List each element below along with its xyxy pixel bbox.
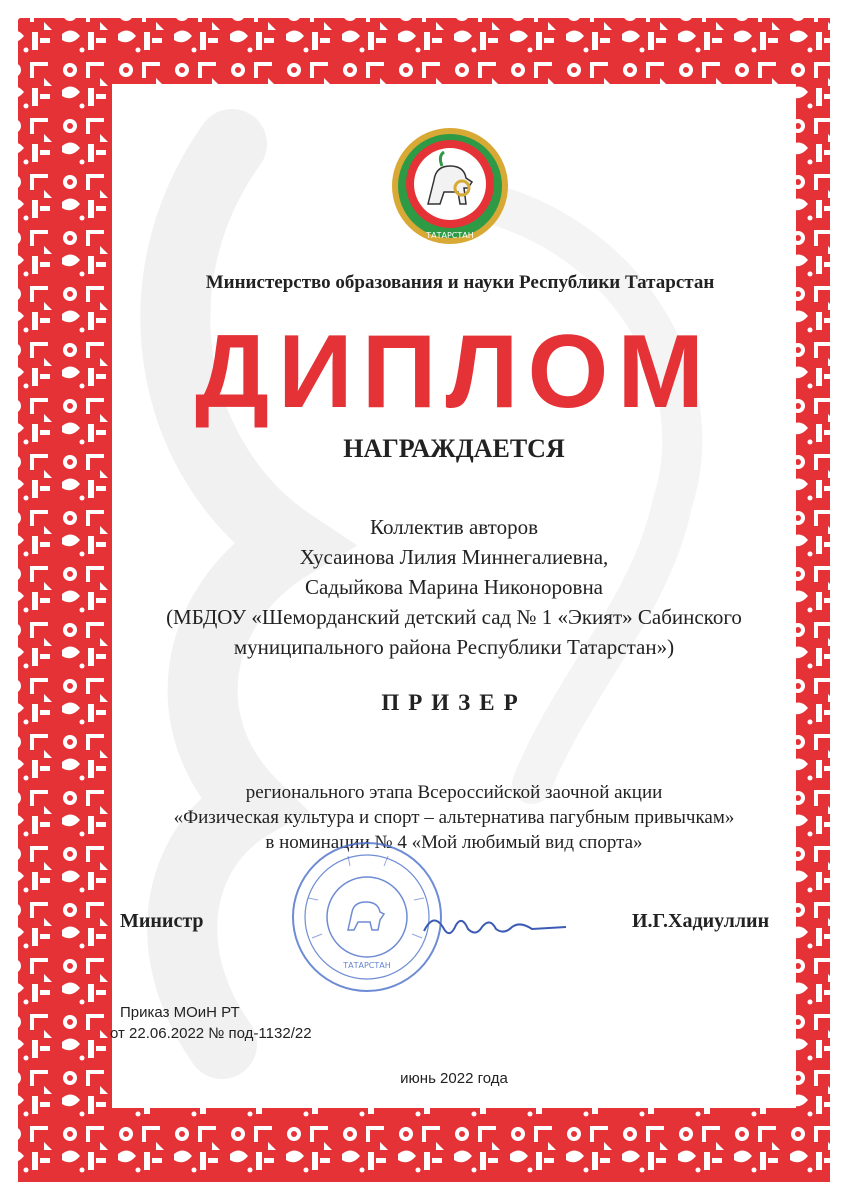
order-reference	[110, 1002, 312, 1044]
diploma-title: ДИПЛОМ	[194, 314, 714, 430]
recipients-line: Коллектив авторов	[370, 515, 538, 539]
award-place: ПРИЗЕР	[381, 690, 527, 715]
institution-line: (МБДОУ «Шеморданский детский сад № 1 «Экият» Сабинского	[166, 605, 742, 629]
event-line: в номинации № 4 «Мой любимый вид спорта»	[265, 832, 643, 853]
tatarstan-coat-of-arms-icon	[382, 126, 518, 246]
order-line: Приказ МОиН РТ	[120, 1004, 240, 1021]
ministry-name: Министерство образования и науки Республики Татарстан	[205, 272, 715, 293]
recipient-name: Садыйкова Марина Никоноровна	[305, 575, 603, 599]
issue-date: июнь 2022 года	[400, 1070, 508, 1087]
event-line: регионального этапа Всероссийской заочной акции	[245, 782, 663, 803]
awarded-label: НАГРАЖДАЕТСЯ	[343, 434, 565, 463]
event-line: «Физическая культура и спорт – альтернатива пагубным привычкам»	[173, 807, 735, 828]
institution-line: муниципального района Республики Татарстан»)	[233, 635, 675, 659]
signatory-name: И.Г.Хадиуллин	[632, 910, 770, 932]
recipients-block	[112, 512, 796, 662]
stamp-label: ТАТАРСТАН	[343, 961, 391, 970]
recipient-name: Хусаинова Лилия Миннегалиевна,	[299, 545, 609, 569]
signatory-position: Министр	[120, 910, 204, 932]
emblem-caption: ТАТАРСТАН	[426, 231, 474, 240]
order-line: от 22.06.2022 № под-1132/22	[110, 1025, 312, 1042]
signature-icon	[420, 905, 570, 945]
event-description	[112, 780, 796, 855]
